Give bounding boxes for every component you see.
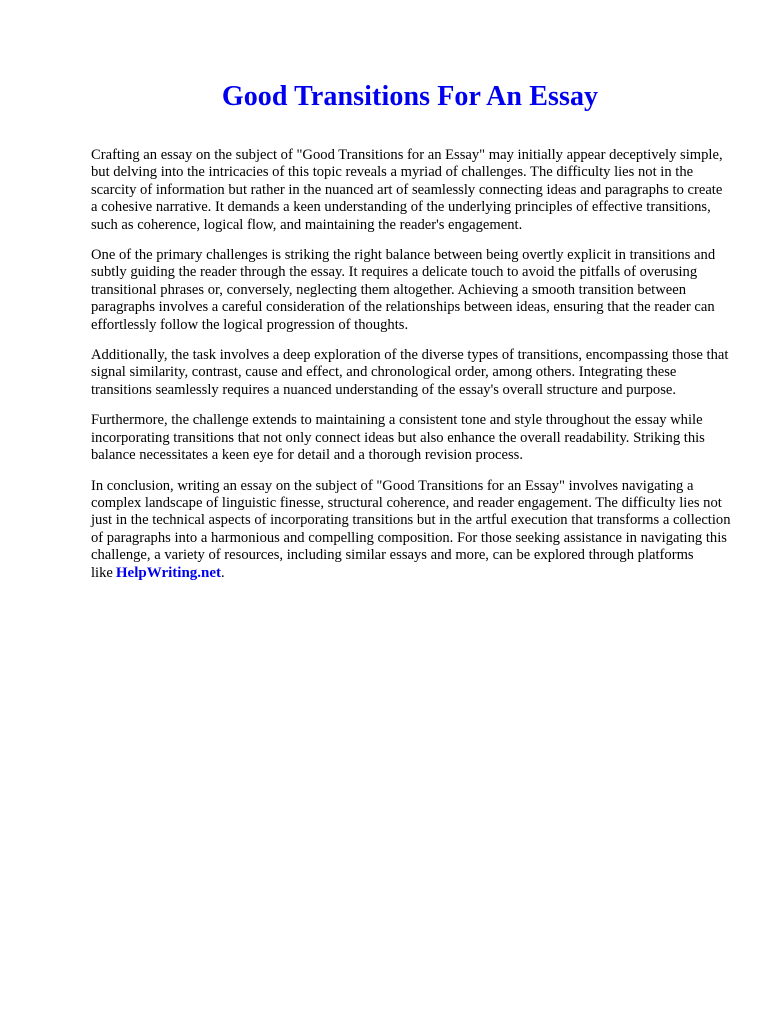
page-title: Good Transitions For An Essay (221, 81, 599, 112)
paragraph-5-trailing: . (221, 564, 225, 581)
essay-body (91, 147, 731, 595)
paragraph-4: Furthermore, the challenge extends to maintaining a consistent tone and style throughout the essay while incorporating transitions that not only connect ideas but also enhance the overall readability. Striking this balance necessitates a keen eye for detail and a thorough revision process. (91, 412, 705, 464)
paragraph-5 (91, 478, 731, 582)
paragraph-1: Crafting an essay on the subject of "Good Transitions for an Essay" may initially appear deceptively simple, but delving into the intricacies of this topic reveals a myriad of challenges. The difficulty lies not in the scarcity of information but rather in the nuanced art of seamlessly connecting ideas and paragraphs to create a cohesive narrative. It demands a keen understanding of the underlying principles of effective transitions, such as coherence, logical flow, and maintaining the reader's engagement. (91, 147, 723, 233)
helpwriting-link[interactable]: HelpWriting.net (115, 564, 222, 581)
paragraph-2: One of the primary challenges is striking the right balance between being overtly explicit in transitions and subtly guiding the reader through the essay. It requires a delicate touch to avoid the pitfalls of overusing transitional phrases or, conversely, neglecting them altogether. Achieving a smooth transition between paragraphs involves a careful consideration of the relationships between ideas, ensuring that the reader can effortlessly follow the logical progression of thoughts. (91, 247, 716, 333)
paragraph-5-text: In conclusion, writing an essay on the subject of "Good Transitions for an Essay" involves navigating a complex landscape of linguistic finesse, structural coherence, and reader engagement. The difficulty lies not just in the technical aspects of incorporating transitions but in the artful execution that transforms a collection of paragraphs into a harmonious and compelling composition. For those seeking assistance in navigating this challenge, a variety of resources, including similar essays and more, can be explored through platforms like (91, 477, 731, 581)
paragraph-3: Additionally, the task involves a deep exploration of the diverse types of transitions, encompassing those that signal similarity, contrast, cause and effect, and chronological order, among others. Integrating these transitions seamlessly requires a nuanced understanding of the essay's overall structure and purpose. (91, 347, 729, 398)
